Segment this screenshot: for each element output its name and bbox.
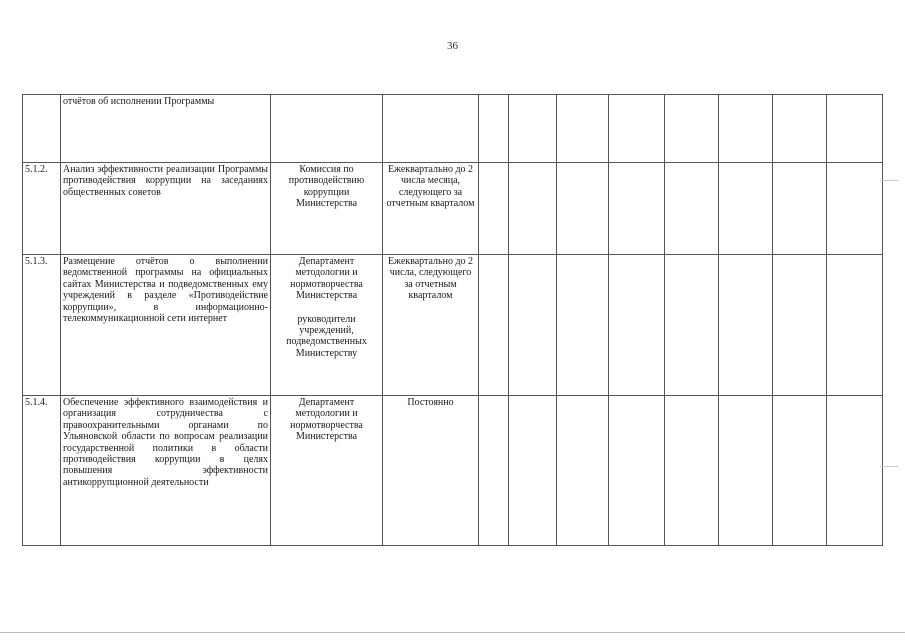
empty-cell	[509, 396, 557, 546]
scan-artifact	[880, 180, 898, 181]
scan-artifact	[880, 466, 898, 467]
empty-cell	[773, 95, 827, 163]
row-number	[23, 95, 61, 163]
row-number: 5.1.4.	[23, 396, 61, 546]
empty-cell	[479, 95, 509, 163]
row-description: Размещение отчётов о выполнении ведомственной программы на официальных сайтах Министерства и подведомственных ему учреждений в разделе «Противодействие коррупции», в информационно-телекоммуникационной сети интернет	[61, 255, 271, 396]
empty-cell	[719, 396, 773, 546]
empty-cell	[609, 255, 665, 396]
program-table	[22, 94, 883, 546]
empty-cell	[719, 163, 773, 255]
empty-cell	[719, 95, 773, 163]
empty-cell	[665, 163, 719, 255]
empty-cell	[609, 396, 665, 546]
empty-cell	[609, 95, 665, 163]
empty-cell	[665, 396, 719, 546]
row-description: Обеспечение эффективного взаимодействия и организация сотрудничества с правоохранительными органами по Ульяновской области по вопросам реализации государственной политики в области противодействия коррупции в целях повышения эффективности антикоррупционной деятельности	[61, 396, 271, 546]
page-number: 36	[447, 40, 458, 52]
empty-cell	[557, 163, 609, 255]
row-period: Ежеквартально до 2 числа месяца, следующего за отчетным кварталом	[383, 163, 479, 255]
table-row	[23, 163, 883, 255]
row-executor	[271, 95, 383, 163]
row-number: 5.1.3.	[23, 255, 61, 396]
empty-cell	[557, 95, 609, 163]
empty-cell	[665, 255, 719, 396]
empty-cell	[609, 163, 665, 255]
empty-cell	[827, 396, 883, 546]
empty-cell	[509, 255, 557, 396]
empty-cell	[827, 95, 883, 163]
empty-cell	[827, 255, 883, 396]
executor-line: Департамент методологии и нормотворчества Министерства	[290, 397, 363, 443]
empty-cell	[479, 163, 509, 255]
executor-line: Департамент методологии и нормотворчества Министерства	[290, 256, 363, 302]
empty-cell	[509, 163, 557, 255]
empty-cell	[557, 396, 609, 546]
table-row	[23, 95, 883, 163]
scan-artifact	[0, 632, 905, 633]
empty-cell	[719, 255, 773, 396]
executor-line: руководители учреждений, подведомственных Министерству	[286, 313, 367, 359]
row-executor	[271, 396, 383, 546]
row-period	[383, 95, 479, 163]
empty-cell	[665, 95, 719, 163]
empty-cell	[773, 396, 827, 546]
spacer	[273, 302, 380, 314]
row-description: отчётов об исполнении Программы	[61, 95, 271, 163]
row-period: Ежеквартально до 2 числа, следующего за отчетным кварталом	[383, 255, 479, 396]
table-row	[23, 396, 883, 546]
executor-line: Комиссия по противодействию коррупции Министерства	[288, 164, 365, 210]
empty-cell	[827, 163, 883, 255]
empty-cell	[479, 396, 509, 546]
table-row	[23, 255, 883, 396]
empty-cell	[479, 255, 509, 396]
empty-cell	[557, 255, 609, 396]
row-executor	[271, 163, 383, 255]
row-executor	[271, 255, 383, 396]
row-period: Постоянно	[383, 396, 479, 546]
empty-cell	[509, 95, 557, 163]
row-number: 5.1.2.	[23, 163, 61, 255]
row-description: Анализ эффективности реализации Программы противодействия коррупции на заседаниях общественных советов	[61, 163, 271, 255]
empty-cell	[773, 163, 827, 255]
empty-cell	[773, 255, 827, 396]
